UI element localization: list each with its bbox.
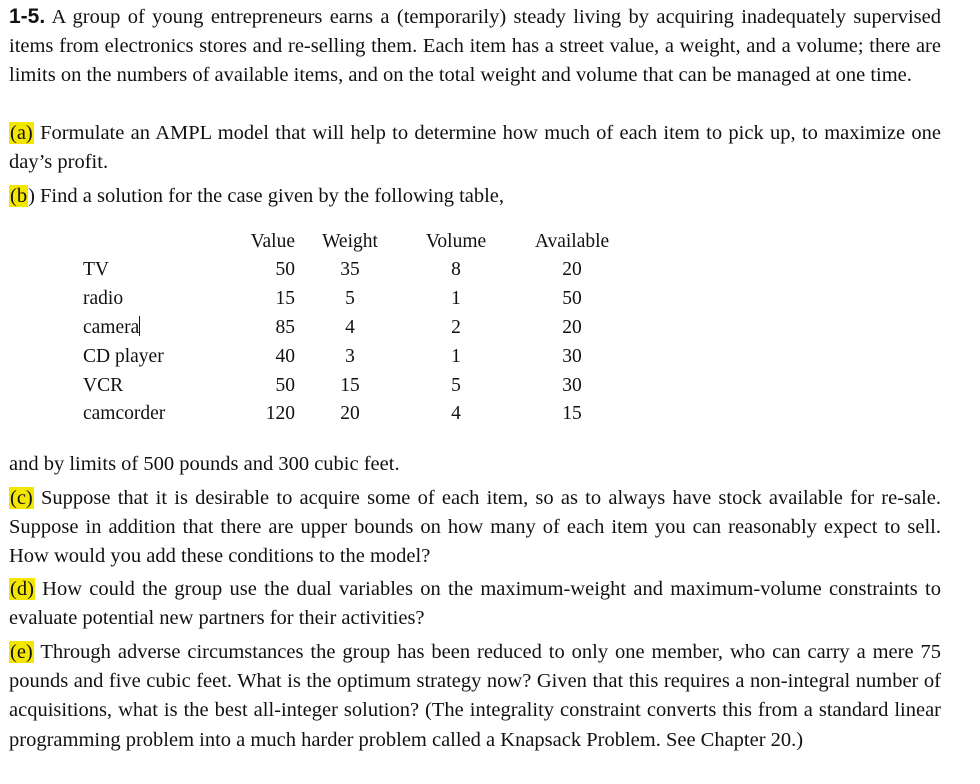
problem-number: 1-5. (9, 5, 46, 28)
item-available: 30 (562, 374, 582, 396)
header-value: Value (250, 231, 295, 252)
item-volume: 1 (451, 288, 461, 310)
item-value: 15 (275, 288, 295, 310)
part-c-label: (c) (10, 487, 33, 509)
items-table (83, 228, 637, 429)
limits-sentence: and by limits of 500 pounds and 300 cubic feet. (9, 453, 400, 475)
problem-intro (9, 2, 941, 91)
part-e-text: Through adverse circumstances the group has been reduced to only one member, who can carry a mere 75 pounds and five cubic feet. What is the optimum strategy now? Given that this requires a non-integral number of acquisitions, what is the best all-integer solution? (The integrality constraint converts this from a standard linear programming problem into a much harder problem called a Knapsack Problem. See Chapter 20.) (9, 641, 941, 751)
table-row (83, 371, 637, 400)
item-volume: 5 (451, 374, 461, 396)
part-c (9, 484, 941, 572)
item-value: 85 (275, 316, 295, 338)
header-available: Available (534, 231, 610, 252)
part-b-label: (b (10, 185, 28, 207)
item-weight: 3 (345, 345, 355, 367)
item-volume: 2 (451, 316, 461, 338)
part-a-label: (a) (10, 122, 33, 144)
text-cursor (139, 316, 140, 336)
item-name: VCR (83, 374, 124, 396)
item-weight: 5 (345, 288, 355, 310)
table-row (83, 400, 637, 429)
item-value: 40 (275, 345, 295, 367)
item-name: camcorder (83, 403, 166, 425)
item-weight: 35 (340, 259, 360, 281)
item-weight: 15 (340, 374, 360, 396)
table-row (83, 314, 637, 343)
header-weight: Weight (322, 231, 378, 252)
part-b (9, 182, 941, 211)
table-row (83, 342, 637, 371)
item-available: 20 (562, 259, 582, 281)
header-volume: Volume (425, 231, 487, 252)
item-value: 50 (275, 374, 295, 396)
part-d (9, 575, 941, 633)
item-available: 50 (562, 288, 582, 310)
part-e (9, 638, 941, 755)
item-available: 20 (562, 316, 582, 338)
table-row (83, 285, 637, 314)
item-volume: 8 (451, 259, 461, 281)
item-value: 50 (275, 259, 295, 281)
item-available: 30 (562, 345, 582, 367)
table-row (83, 256, 637, 285)
part-d-text: How could the group use the dual variables on the maximum-weight and maximum-volume constraints to evaluate potential new partners for their activities? (9, 578, 941, 630)
header-name (83, 228, 203, 256)
item-volume: 1 (451, 345, 461, 367)
part-d-label: (d) (10, 578, 34, 600)
part-a (9, 119, 941, 177)
part-b-text: ) Find a solution for the case given by the following table, (28, 185, 505, 207)
item-name: CD player (83, 345, 164, 367)
item-name: TV (83, 259, 109, 281)
part-e-label: (e) (10, 641, 33, 663)
part-a-text: Formulate an AMPL model that will help to determine how much of each item to pick up, to maximize one day’s profit. (9, 122, 941, 174)
item-weight: 20 (340, 403, 360, 425)
part-c-text: Suppose that it is desirable to acquire some of each item, so as to always have stock available for re-sale. Suppose in addition that there are upper bounds on how many of each item you can reasonably expect to sell. How would you add these conditions to the model? (9, 487, 941, 568)
item-volume: 4 (451, 403, 461, 425)
item-value: 120 (265, 403, 295, 425)
item-name: camera (83, 317, 140, 339)
item-weight: 4 (345, 316, 355, 338)
item-name: radio (83, 288, 124, 310)
intro-text: A group of young entrepreneurs earns a (temporarily) steady living by acquiring inadequately supervised items from electronics stores and re-selling them. Each item has a street value, a weight, and a volume; there are limits on the numbers of available items, and on the total weight and volume that can be managed at one time. (9, 6, 942, 87)
item-available: 15 (562, 403, 582, 425)
item-name-with-cursor[interactable] (83, 314, 203, 343)
table-header-row (83, 228, 637, 256)
